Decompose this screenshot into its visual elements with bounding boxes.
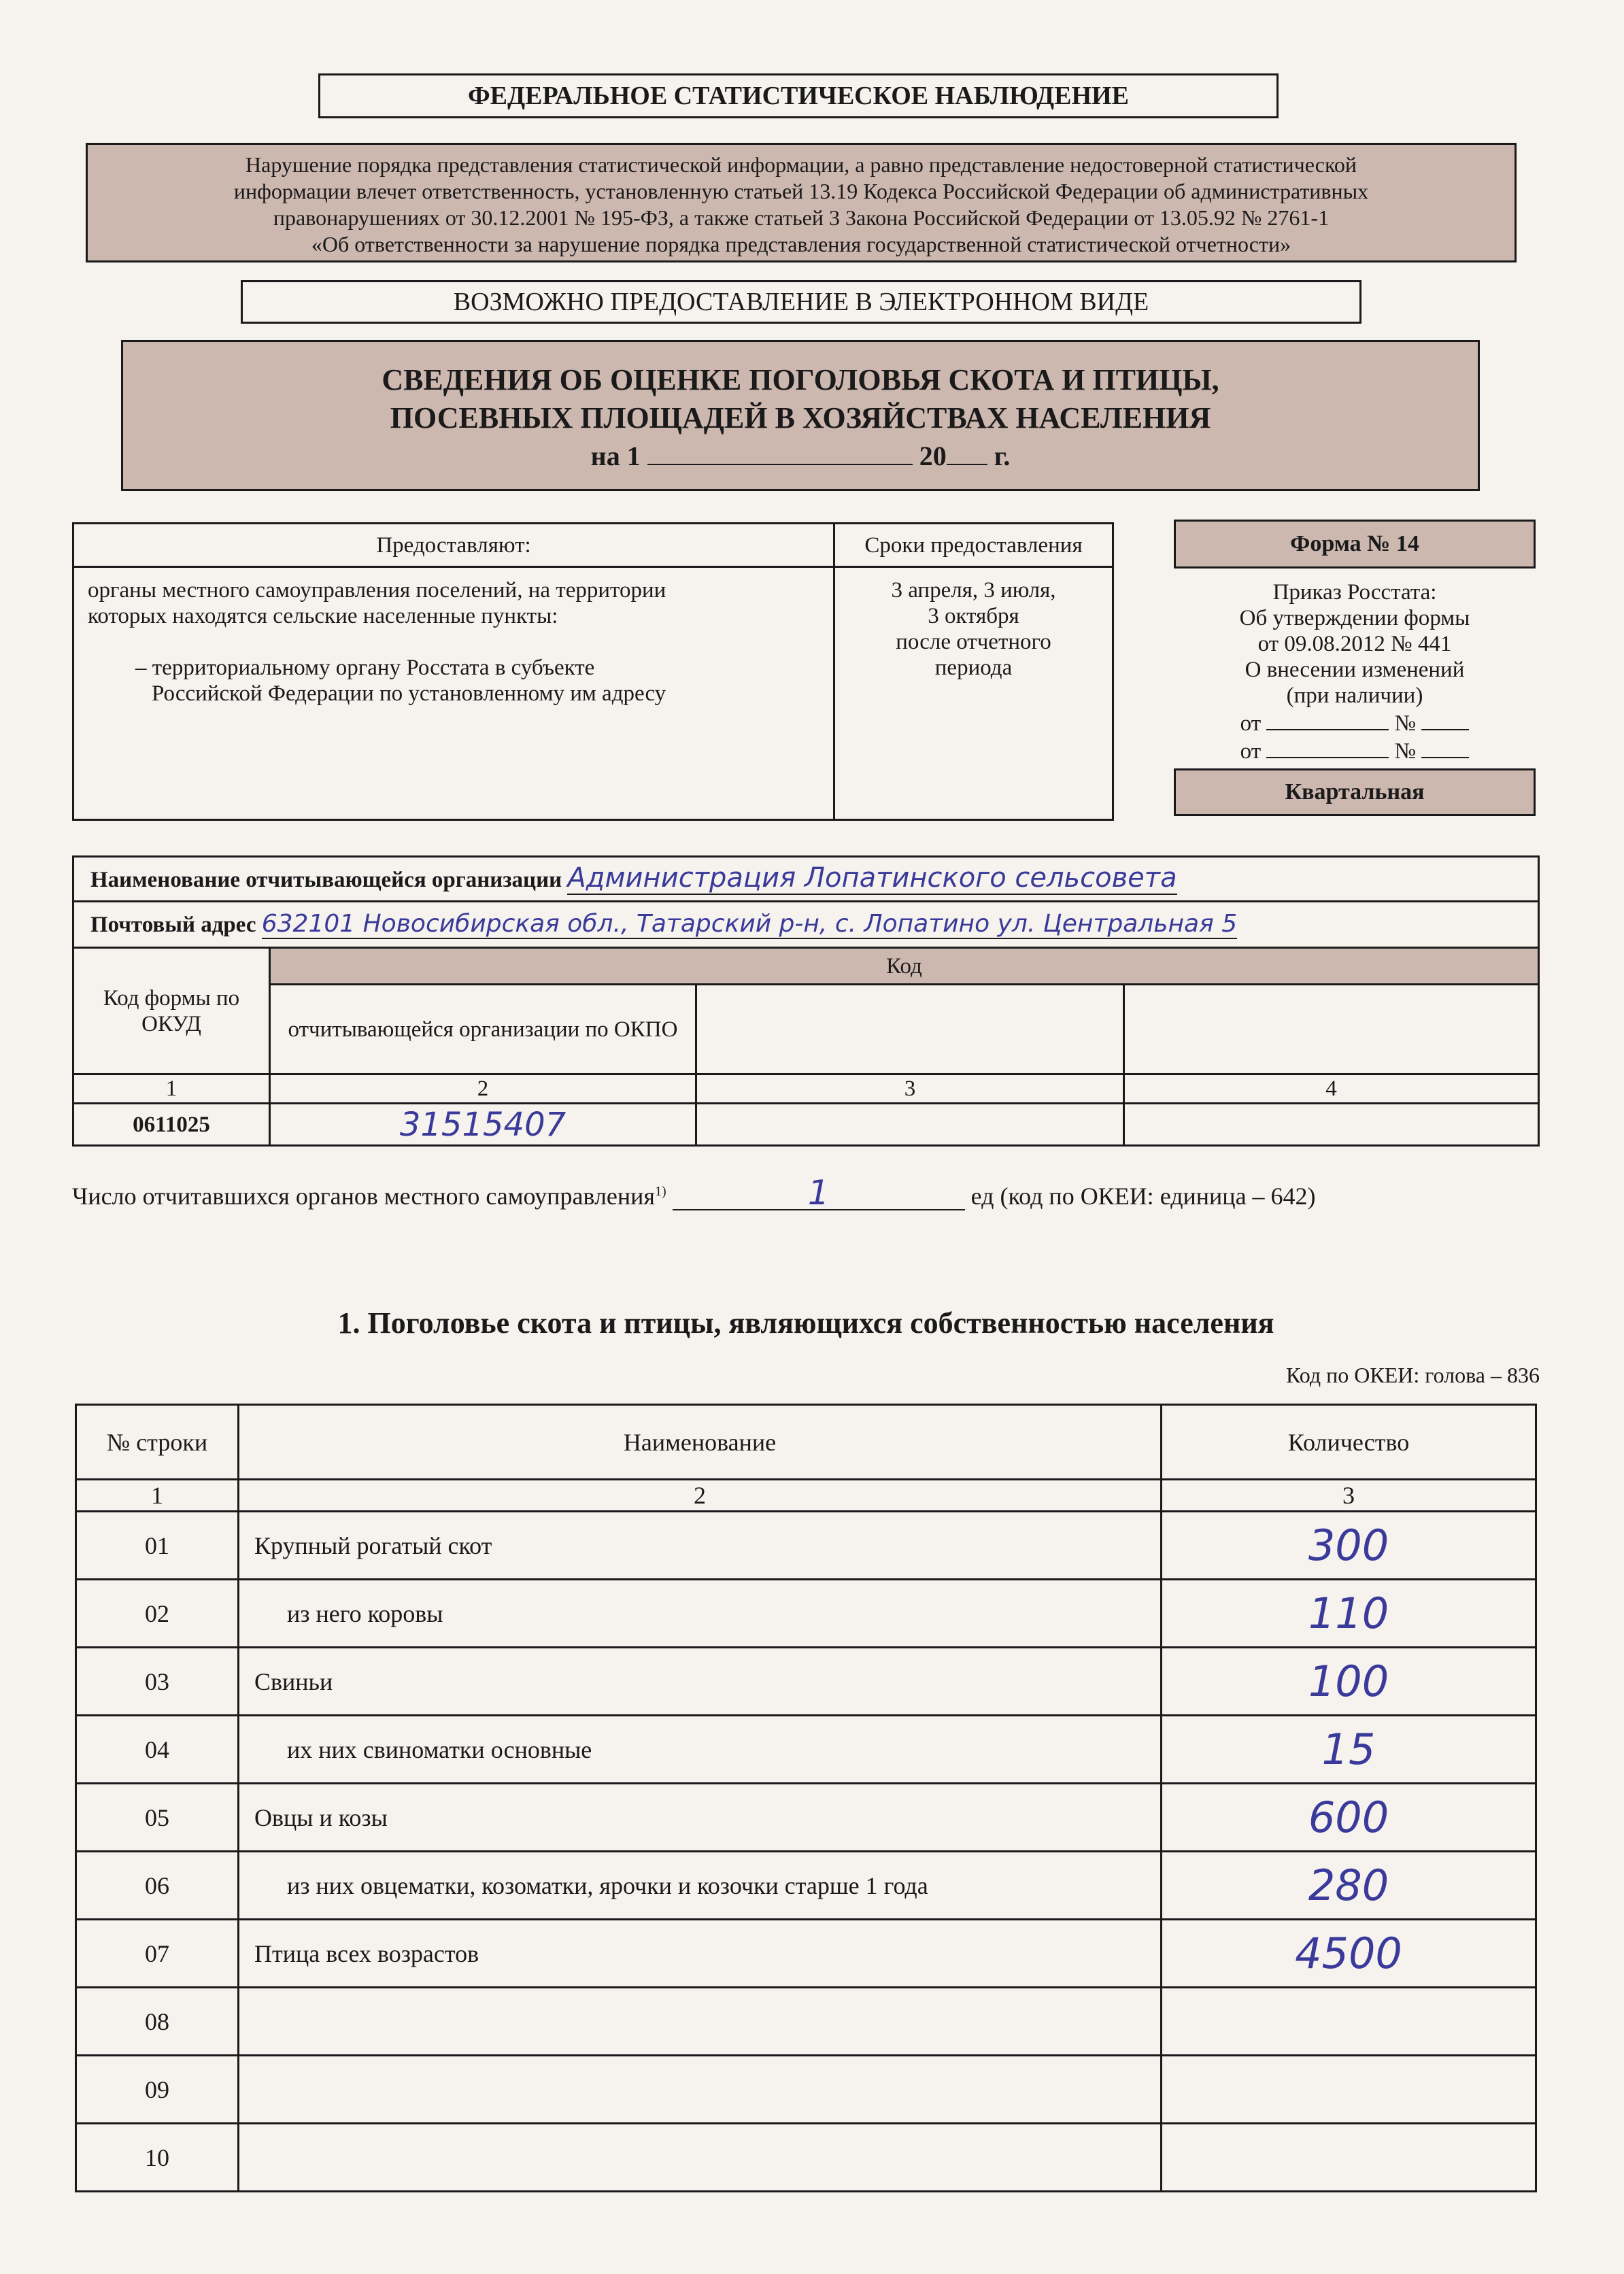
address-row bbox=[73, 902, 1539, 948]
org-name-label: Наименование отчитывающейся организации bbox=[90, 868, 562, 892]
row-name[interactable] bbox=[239, 2056, 1162, 2124]
who-line: которых находятся сельские населенные пункты: bbox=[88, 604, 558, 628]
number-label: № bbox=[1394, 739, 1417, 764]
row-name[interactable] bbox=[239, 1988, 1162, 2056]
okud-header: Код формы по ОКУД bbox=[73, 948, 270, 1074]
date-day-month-field[interactable] bbox=[647, 441, 913, 465]
code-col3-header bbox=[696, 985, 1124, 1074]
approval-order bbox=[1174, 579, 1536, 763]
table-row bbox=[76, 1784, 1536, 1852]
table-row bbox=[76, 1988, 1536, 2056]
table-row bbox=[76, 1920, 1536, 1988]
date-year-field[interactable] bbox=[947, 441, 987, 465]
row-number: 04 bbox=[76, 1716, 239, 1784]
row-number: 06 bbox=[76, 1852, 239, 1920]
table-row bbox=[76, 2056, 1536, 2124]
row-name[interactable] bbox=[239, 2124, 1162, 2192]
org-name-row bbox=[73, 857, 1539, 902]
form-number: Форма № 14 bbox=[1174, 520, 1536, 568]
amendment-number-field[interactable] bbox=[1421, 736, 1469, 758]
quantity-field[interactable]: 15 bbox=[1162, 1716, 1536, 1784]
row-number: 01 bbox=[76, 1512, 239, 1580]
who-submits-header: Предоставляют: bbox=[73, 524, 834, 567]
quantity-field[interactable]: 110 bbox=[1162, 1580, 1536, 1648]
who-line: – территориальному органу Росстата в субъекте bbox=[135, 656, 595, 680]
who-line: Российской Федерации по установленному им адресу bbox=[152, 681, 666, 706]
section1-okei: Код по ОКЕИ: голова – 836 bbox=[1286, 1363, 1540, 1387]
from-label: от bbox=[1240, 711, 1262, 736]
okpo-header: отчитывающейся организации по ОКПО bbox=[270, 985, 696, 1074]
row-name: Овцы и козы bbox=[239, 1784, 1162, 1852]
quantity-field[interactable] bbox=[1162, 2056, 1536, 2124]
report-title bbox=[121, 340, 1480, 491]
organization-codes-table bbox=[72, 855, 1540, 1147]
code-col4-field[interactable] bbox=[1124, 1104, 1539, 1146]
okud-value: 0611025 bbox=[73, 1104, 270, 1146]
quantity-field[interactable]: 100 bbox=[1162, 1648, 1536, 1716]
periodicity-badge: Квартальная bbox=[1174, 768, 1536, 816]
order-line: Приказ Росстата: bbox=[1272, 580, 1437, 605]
row-number: 02 bbox=[76, 1580, 239, 1648]
table-row bbox=[76, 1648, 1536, 1716]
row-number: 03 bbox=[76, 1648, 239, 1716]
name-header: Наименование bbox=[239, 1405, 1162, 1480]
electronic-submission-note: ВОЗМОЖНО ПРЕДОСТАВЛЕНИЕ В ЭЛЕКТРОННОМ ВИДЕ bbox=[241, 280, 1361, 324]
amendment-line bbox=[1174, 709, 1536, 736]
quantity-field[interactable]: 4500 bbox=[1162, 1920, 1536, 1988]
table-row bbox=[76, 1512, 1536, 1580]
quantity-field[interactable]: 600 bbox=[1162, 1784, 1536, 1852]
address-label: Почтовый адрес bbox=[90, 913, 256, 937]
row-name: их них свиноматки основные bbox=[239, 1716, 1162, 1784]
count-field[interactable]: 1 bbox=[673, 1176, 965, 1210]
col-number: 1 bbox=[76, 1480, 239, 1512]
table-row bbox=[76, 1580, 1536, 1648]
date-suffix: г. bbox=[994, 441, 1011, 471]
col-number: 4 bbox=[1124, 1074, 1539, 1104]
row-name: из него коровы bbox=[239, 1580, 1162, 1648]
row-number: 05 bbox=[76, 1784, 239, 1852]
row-number: 10 bbox=[76, 2124, 239, 2192]
quantity-header: Количество bbox=[1162, 1405, 1536, 1480]
warning-line: «Об ответственности за нарушение порядка представления государственной статистической отчетности» bbox=[311, 232, 1291, 256]
amendment-line bbox=[1174, 736, 1536, 764]
warning-line: Нарушение порядка представления статистической информации, а равно представление недостоверной статистической bbox=[246, 152, 1357, 177]
row-name: Птица всех возрастов bbox=[239, 1920, 1162, 1988]
code-header: Код bbox=[270, 948, 1539, 985]
section1-title: 1. Поголовье скота и птицы, являющихся собственностью населения bbox=[337, 1306, 1274, 1340]
col-number: 1 bbox=[73, 1074, 270, 1104]
col-number: 3 bbox=[1162, 1480, 1536, 1512]
order-line: О внесении изменений bbox=[1245, 658, 1465, 682]
number-label: № bbox=[1394, 711, 1417, 736]
warning-line: информации влечет ответственность, установленную статьей 13.19 Кодекса Российской Федерации об административных bbox=[233, 179, 1369, 203]
count-label: Число отчитавшихся органов местного самоуправления bbox=[72, 1183, 655, 1210]
col-number: 3 bbox=[696, 1074, 1124, 1104]
col-number: 2 bbox=[270, 1074, 696, 1104]
okpo-field[interactable]: 31515407 bbox=[270, 1104, 696, 1146]
deadline-header: Сроки предоставления bbox=[834, 524, 1113, 567]
table-row bbox=[76, 2124, 1536, 2192]
code-col3-field[interactable] bbox=[696, 1104, 1124, 1146]
who-line: органы местного самоуправления поселений, на территории bbox=[88, 578, 666, 603]
report-title-line2: ПОСЕВНЫХ ПЛОЩАДЕЙ В ХОЗЯЙСТВАХ НАСЕЛЕНИЯ bbox=[390, 401, 1211, 435]
warning-line: правонарушениях от 30.12.2001 № 195-ФЗ, а также статьей 3 Закона Российской Федерации от 13.05.92 № 2761-1 bbox=[273, 205, 1330, 230]
deadline-line: 3 апреля, 3 июля, bbox=[891, 578, 1056, 603]
quantity-field[interactable] bbox=[1162, 1988, 1536, 2056]
order-line: от 09.08.2012 № 441 bbox=[1257, 632, 1452, 656]
deadline-line: после отчетного bbox=[896, 630, 1051, 654]
amendment-number-field[interactable] bbox=[1421, 709, 1469, 730]
quantity-field[interactable]: 300 bbox=[1162, 1512, 1536, 1580]
table-row bbox=[76, 1716, 1536, 1784]
survey-title: ФЕДЕРАЛЬНОЕ СТАТИСТИЧЕСКОЕ НАБЛЮДЕНИЕ bbox=[318, 73, 1279, 118]
row-number: 07 bbox=[76, 1920, 239, 1988]
count-footnote: 1) bbox=[655, 1184, 666, 1199]
count-suffix: ед (код по ОКЕИ: единица – 642) bbox=[970, 1183, 1316, 1210]
submission-info-table bbox=[72, 522, 1114, 821]
reporting-bodies-count-line bbox=[72, 1171, 1568, 1217]
address-field[interactable]: 632101 Новосибирская обл., Татарский р-н, с. Лопатино ул. Центральная 5 bbox=[261, 910, 1238, 938]
org-name-field[interactable]: Администрация Лопатинского сельсовета bbox=[567, 862, 1177, 894]
row-number-header: № строки bbox=[76, 1405, 239, 1480]
amendment-date-field[interactable] bbox=[1266, 709, 1389, 730]
livestock-table bbox=[75, 1404, 1537, 2192]
row-number: 09 bbox=[76, 2056, 239, 2124]
deadline-line: 3 октября bbox=[928, 604, 1019, 628]
quantity-field[interactable] bbox=[1162, 2124, 1536, 2192]
order-line: (при наличии) bbox=[1286, 683, 1423, 708]
row-number: 08 bbox=[76, 1988, 239, 2056]
quantity-field[interactable]: 280 bbox=[1162, 1852, 1536, 1920]
code-col4-header bbox=[1124, 985, 1539, 1074]
legal-warning bbox=[86, 143, 1517, 262]
deadline-line: периода bbox=[934, 656, 1013, 680]
date-year-prefix: 20 bbox=[919, 441, 947, 471]
col-number: 2 bbox=[239, 1480, 1162, 1512]
order-line: Об утверждении формы bbox=[1239, 606, 1470, 630]
row-name: Свиньи bbox=[239, 1648, 1162, 1716]
table-row bbox=[76, 1852, 1536, 1920]
who-submits-cell bbox=[73, 567, 834, 820]
from-label: от bbox=[1240, 739, 1262, 764]
row-name: из них овцематки, козоматки, ярочки и козочки старше 1 года bbox=[239, 1852, 1162, 1920]
date-prefix: на 1 bbox=[590, 441, 641, 471]
report-date-line bbox=[123, 437, 1478, 475]
report-title-line1: СВЕДЕНИЯ ОБ ОЦЕНКЕ ПОГОЛОВЬЯ СКОТА И ПТИЦЫ, bbox=[382, 363, 1219, 396]
row-name: Крупный рогатый скот bbox=[239, 1512, 1162, 1580]
deadline-cell bbox=[834, 567, 1113, 820]
amendment-date-field[interactable] bbox=[1266, 736, 1389, 758]
